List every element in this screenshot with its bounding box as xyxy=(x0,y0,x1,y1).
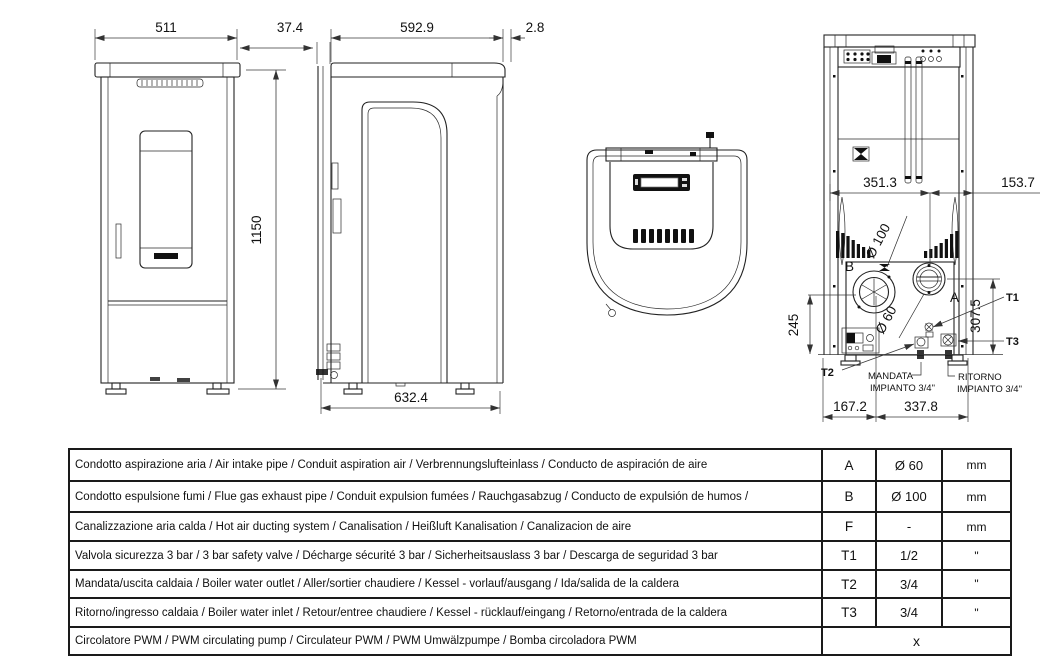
spec-desc: Ritorno/ingresso caldaia / Boiler water inlet / Retour/entree chaudiere / Kessel - rücklauf/eingang / Retorno/entrada de la caldera xyxy=(70,599,823,626)
top-display-panel xyxy=(633,174,690,191)
dim-label-307-5: 307.5 xyxy=(968,299,983,333)
label-t3: T3 xyxy=(1006,336,1019,348)
dim-label-37-4: 37.4 xyxy=(276,20,304,35)
spec-value: 3/4 xyxy=(877,599,943,626)
dim-front-gap xyxy=(240,20,313,48)
spec-code: A xyxy=(823,450,877,480)
rear-top-plate xyxy=(824,35,975,47)
side-view-drawing xyxy=(316,20,544,414)
rear-control-box xyxy=(842,328,879,353)
safety-valve-t1 xyxy=(925,323,933,337)
spec-code: T2 xyxy=(823,571,877,597)
rear-switch-dots xyxy=(921,50,942,62)
front-view-drawing xyxy=(95,20,313,394)
front-top-plate xyxy=(95,63,240,77)
table-row xyxy=(70,542,1010,571)
dim-front-height xyxy=(238,70,286,389)
top-view-drawing xyxy=(587,132,747,317)
spec-value: Ø 100 xyxy=(877,482,943,511)
dim-label-245: 245 xyxy=(786,313,801,337)
spec-value: - xyxy=(877,513,943,540)
spec-code: T1 xyxy=(823,542,877,569)
brand-logo-bar xyxy=(154,253,178,259)
spec-desc: Valvola sicurezza 3 bar / 3 bar safety valve / Décharge sécurité 3 bar / Sicherheitsauslass 3 bar / Descarga de seguridad 3 bar xyxy=(70,542,823,569)
connections-spec-table xyxy=(68,448,1012,656)
spec-desc: Condotto espulsione fumi / Flue gas exhaust pipe / Conduit expulsion fumées / Rauchgasabzug / Conducto de expulsión de humos / xyxy=(70,482,823,511)
ritorno-line1: RITORNO xyxy=(958,372,1002,383)
top-grille xyxy=(633,229,694,243)
side-vent-slot xyxy=(332,163,338,189)
antenna-icon xyxy=(706,132,714,138)
table-row xyxy=(70,628,1010,654)
spec-desc: Canalizzazione aria calda / Hot air ducting system / Canalisation / Heißluft Kanalisation / Canalizacion de aire xyxy=(70,513,823,540)
spec-span-value: x xyxy=(913,633,920,649)
dim-label-1150: 1150 xyxy=(249,215,264,245)
front-right-foot xyxy=(207,389,229,394)
table-row xyxy=(70,599,1010,628)
mandata-fitting-t2 xyxy=(915,337,928,359)
dim-label-337-8: 337.8 xyxy=(904,399,938,414)
rear-connector-block xyxy=(844,50,870,63)
dim-front-width xyxy=(95,20,237,60)
ritorno-label xyxy=(948,363,1022,395)
mandata-line2: IMPIANTO 3/4" xyxy=(870,383,935,394)
dim-label-153-7: 153.7 xyxy=(1001,175,1035,190)
side-hydraulic-fittings xyxy=(316,344,340,379)
dim-label-511: 511 xyxy=(155,20,177,35)
spec-unit: " xyxy=(974,548,979,563)
front-glass-door xyxy=(140,131,192,268)
spec-code: B xyxy=(823,482,877,511)
spec-value: 1/2 xyxy=(877,542,943,569)
label-t1: T1 xyxy=(1006,292,1019,304)
table-row xyxy=(70,482,1010,513)
spec-code: T3 xyxy=(823,599,877,626)
table-row xyxy=(70,513,1010,542)
spec-unit: mm xyxy=(966,458,987,472)
label-dia-60: Ø 60 xyxy=(872,303,900,337)
valve-symbol xyxy=(879,264,890,271)
table-row xyxy=(70,450,1010,482)
spec-value: 3/4 xyxy=(877,571,943,597)
side-top-plate xyxy=(331,63,505,77)
front-door-handle xyxy=(116,224,121,258)
spec-desc: Circolatore PWM / PWM circulating pump / Circulateur PWM / PWM Umwälzpumpe / Bomba circoladora PWM xyxy=(70,628,823,654)
side-door-profile xyxy=(362,102,447,383)
spec-desc: Condotto aspirazione aria / Air intake pipe / Conduit aspiration air / Verbrennungslufteinlass / Conducto de aspiración de aire xyxy=(70,450,823,480)
label-a: A xyxy=(950,290,960,305)
dim-side-depth xyxy=(317,20,503,64)
mandata-label xyxy=(868,362,935,394)
front-left-foot xyxy=(106,389,126,394)
side-right-foot xyxy=(456,389,474,394)
dim-side-flue-offset xyxy=(489,20,544,62)
dim-label-351-3: 351.3 xyxy=(863,175,897,190)
spec-unit: " xyxy=(974,605,979,620)
label-b: B xyxy=(845,259,855,274)
rear-handle xyxy=(872,46,896,64)
dim-label-592-9: 592.9 xyxy=(400,20,434,35)
label-t2: T2 xyxy=(821,367,834,379)
air-intake-a xyxy=(913,263,945,295)
dim-label-167-2: 167.2 xyxy=(833,399,867,414)
spec-unit: mm xyxy=(966,489,987,504)
rear-right-foot xyxy=(948,361,967,365)
spec-value: Ø 60 xyxy=(877,450,943,480)
spec-unit: mm xyxy=(966,519,987,534)
t3-callout xyxy=(958,336,1019,348)
label-dia-100: Ø 100 xyxy=(862,221,894,261)
rear-view-drawing xyxy=(786,35,1040,422)
dim-label-2-8: 2.8 xyxy=(525,20,545,35)
air-diameter-callout xyxy=(873,294,924,338)
dim-label-632-4: 632.4 xyxy=(394,390,428,405)
heat-exchanger-symbol xyxy=(853,147,869,161)
ritorno-line2: IMPIANTO 3/4" xyxy=(957,384,1022,395)
side-vent-slot2 xyxy=(333,199,341,233)
spec-code: F xyxy=(823,513,877,540)
spec-desc: Mandata/uscita caldaia / Boiler water outlet / Aller/sortier chaudiere / Kessel - vorlauf/ausgang / Ida/salida de la caldera xyxy=(70,571,823,597)
table-row xyxy=(70,571,1010,599)
flue-diameter-callout xyxy=(863,216,907,267)
side-left-foot xyxy=(344,389,362,394)
rear-center-channel xyxy=(905,57,922,183)
spec-unit: " xyxy=(974,577,979,591)
mandata-line1: MANDATA xyxy=(868,371,914,382)
